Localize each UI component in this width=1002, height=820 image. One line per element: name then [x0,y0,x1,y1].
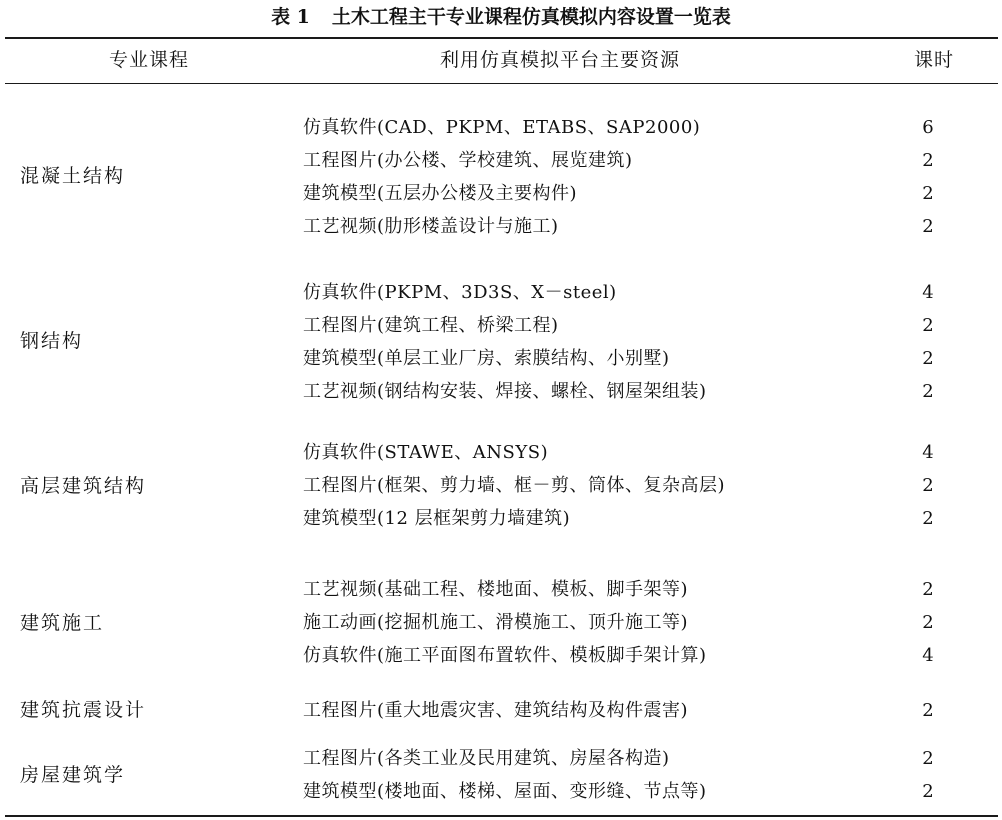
bottom-rule [5,815,998,817]
resource-cell: 仿真软件(CAD、PKPM、ETABS、SAP2000) [303,117,701,138]
table-row [0,606,1002,639]
resource-cell: 施工动画(挖掘机施工、滑模施工、顶升施工等) [303,612,689,633]
header-hours: 课时 [913,49,954,71]
hours-cell: 2 [922,216,934,237]
table-row [0,469,1002,502]
hours-cell: 2 [922,183,934,204]
table-row [0,111,1002,144]
hours-cell: 2 [922,748,934,769]
hours-cell: 2 [922,612,934,633]
hours-cell: 2 [922,315,934,336]
resource-cell: 工艺视频(肋形楼盖设计与施工) [303,216,559,237]
hours-cell: 2 [922,579,934,600]
hours-cell: 4 [922,282,934,303]
table-row [0,144,1002,177]
top-rule [5,37,998,39]
resource-cell: 建筑模型(12 层框架剪力墙建筑) [303,508,571,529]
course-name: 建筑抗震设计 [20,699,147,721]
hours-cell: 2 [922,381,934,402]
table-number: 表 1 [271,6,310,28]
resource-cell: 建筑模型(单层工业厂房、索膜结构、小别墅) [303,348,670,369]
table-row [0,694,1002,727]
hours-cell: 2 [922,150,934,171]
header-course: 专业课程 [108,49,189,71]
course-name: 房屋建筑学 [20,764,126,786]
table-row [0,309,1002,342]
resource-cell: 仿真软件(STAWE、ANSYS) [303,442,549,463]
header-resource: 利用仿真模拟平台主要资源 [439,49,680,71]
resource-cell: 工程图片(框架、剪力墙、框－剪、筒体、复杂高层) [303,475,726,496]
resource-cell: 工程图片(各类工业及民用建筑、房屋各构造) [303,748,670,769]
resource-cell: 工程图片(重大地震灾害、建筑结构及构件震害) [303,700,689,721]
table-row [0,502,1002,535]
hours-cell: 2 [922,348,934,369]
resource-cell: 工艺视频(钢结构安装、焊接、螺栓、钢屋架组装) [303,381,707,402]
course-name: 钢结构 [20,330,84,352]
course-name: 混凝土结构 [20,165,126,187]
table-title: 土木工程主干专业课程仿真模拟内容设置一览表 [331,6,731,28]
resource-cell: 工程图片(建筑工程、桥梁工程) [303,315,559,336]
hours-cell: 2 [922,475,934,496]
header-rule [5,83,998,84]
resource-cell: 仿真软件(PKPM、3D3S、X－steel) [303,282,617,303]
hours-cell: 6 [922,117,934,138]
resource-cell: 工程图片(办公楼、学校建筑、展览建筑) [303,150,633,171]
table-row [0,276,1002,309]
hours-cell: 4 [922,442,934,463]
hours-cell: 2 [922,781,934,802]
course-name: 高层建筑结构 [20,475,147,497]
table-caption [0,2,1002,32]
resource-cell: 建筑模型(楼地面、楼梯、屋面、变形缝、节点等) [303,781,707,802]
course-name: 建筑施工 [20,612,105,634]
table-row [0,742,1002,775]
table-row [0,436,1002,469]
table-row [0,177,1002,210]
hours-cell: 2 [922,508,934,529]
table-row [0,342,1002,375]
table-row [0,210,1002,243]
table-row [0,639,1002,672]
resource-cell: 建筑模型(五层办公楼及主要构件) [303,183,578,204]
hours-cell: 4 [922,645,934,666]
hours-cell: 2 [922,700,934,721]
resource-cell: 工艺视频(基础工程、楼地面、模板、脚手架等) [303,579,689,600]
table-row [0,775,1002,808]
table-row [0,573,1002,606]
resource-cell: 仿真软件(施工平面图布置软件、模板脚手架计算) [303,645,707,666]
table-row [0,375,1002,408]
